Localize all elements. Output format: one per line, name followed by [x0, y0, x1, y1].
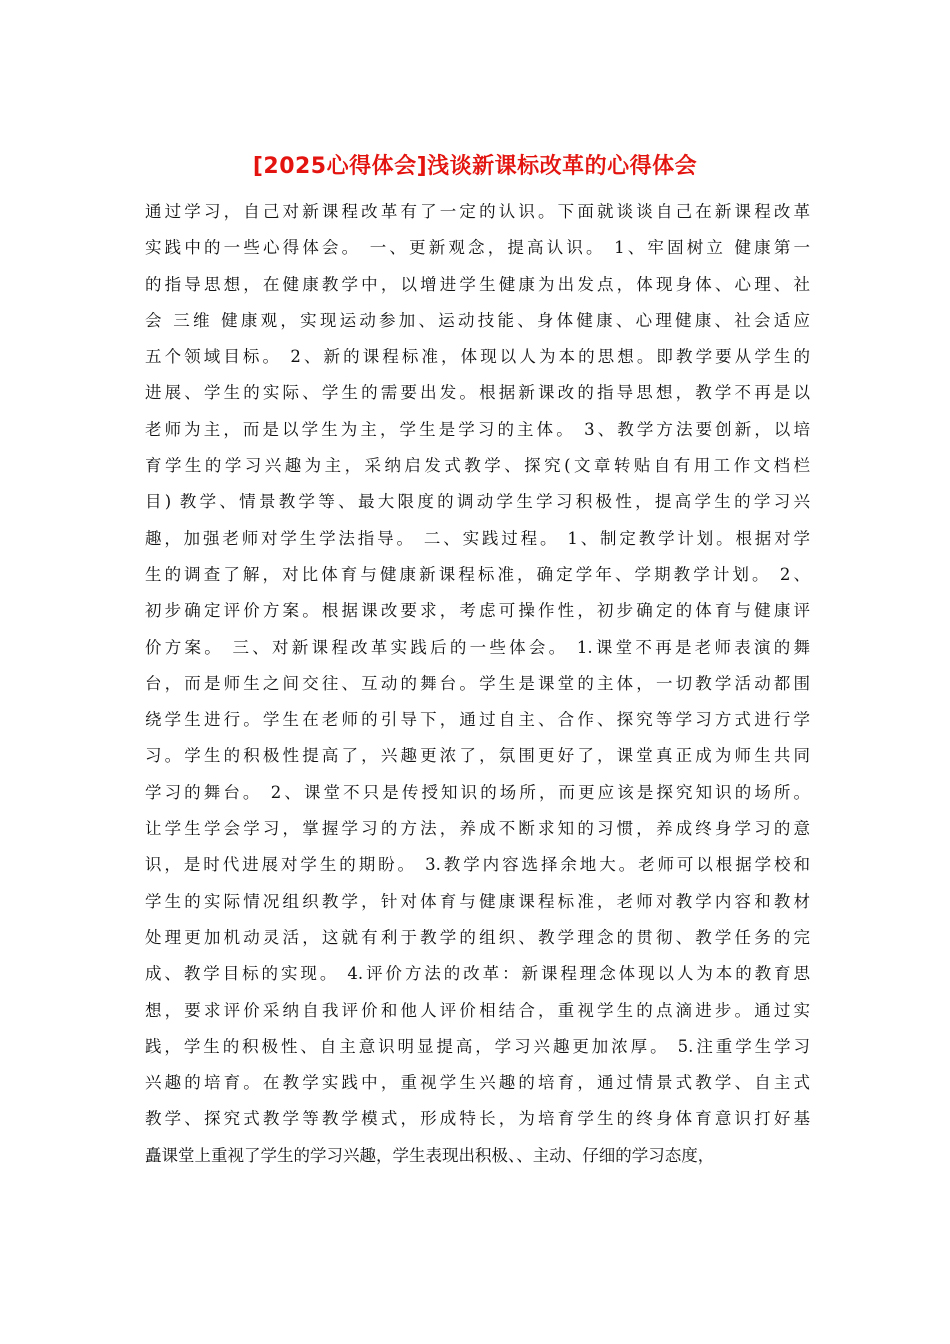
body-line: 矗课堂上重视了学生的学习兴趣，学生表现出积极、、主动、仔细的学习态度， [145, 1145, 715, 1165]
body-line: 学生的实际情况组织教学，针对体育与健康课程标准，老师对教学内容和教材 [145, 891, 810, 911]
body-line: 进展、学生的实际、学生的需要出发。根据新课改的指导思想，教学不再是以 [145, 383, 810, 403]
body-line: 的指导思想，在健康教学中，以增进学生健康为出发点，体现身体、心理、社 [145, 274, 810, 294]
document-title: [2025心得体会]浅谈新课标改革的心得体会 [252, 154, 698, 179]
body-line: 践，学生的积极性、自主意识明显提高，学习兴趣更加浓厚。 5.注重学生学习 [145, 1036, 810, 1056]
body-line: 初步确定评价方案。根据课改要求，考虑可操作性，初步确定的体育与健康评 [145, 601, 810, 621]
body-line: 实践中的一些心得体会。 一、更新观念，提高认识。 1、牢固树立 健康第一 [145, 238, 810, 258]
body-line: 会 三维 健康观，实现运动参加、运动技能、身体健康、心理健康、社会适应 [145, 310, 810, 330]
body-line: 习。学生的积极性提高了，兴趣更浓了，氛围更好了，课堂真正成为师生共同 [145, 746, 810, 766]
body-line: 生的调查了解，对比体育与健康新课程标准，确定学年、学期教学计划。 2、 [145, 564, 810, 584]
body-line: 让学生学会学习，掌握学习的方法，养成不断求知的习惯，养成终身学习的意 [145, 819, 810, 839]
body-line: 学习的舞台。 2、课堂不只是传授知识的场所，而更应该是探究知识的场所。 [145, 782, 810, 802]
body-line: 绕学生进行。学生在老师的引导下，通过自主、合作、探究等学习方式进行学 [145, 710, 810, 730]
body-line: 台，而是师生之间交往、互动的舞台。学生是课堂的主体，一切教学活动都围 [145, 673, 810, 693]
body-line: 成、教学目标的实现。 4.评价方法的改革：新课程理念体现以人为本的教育思 [145, 964, 810, 984]
body-line: 育学生的学习兴趣为主，采纳启发式教学、探究(文章转贴自有用工作文档栏 [145, 456, 810, 476]
body-line: 处理更加机动灵活，这就有利于教学的组织、教学理念的贯彻、教学任务的完 [145, 927, 810, 947]
body-line: 教学、探究式教学等教学模式，形成特长，为培育学生的终身体育意识打好基 [145, 1109, 810, 1129]
body-line: 兴趣的培育。在教学实践中，重视学生兴趣的培育，通过情景式教学、自主式 [145, 1073, 810, 1093]
body-line: 识，是时代进展对学生的期盼。 3.教学内容选择余地大。老师可以根据学校和 [145, 855, 810, 875]
document-body [145, 194, 810, 1174]
body-line: 目) 教学、情景教学等、最大限度的调动学生学习积极性，提高学生的学习兴 [145, 492, 810, 512]
body-line: 价方案。 三、对新课程改革实践后的一些体会。 1.课堂不再是老师表演的舞 [145, 637, 810, 657]
body-line: 通过学习，自己对新课程改革有了一定的认识。下面就谈谈自己在新课程改革 [145, 202, 810, 221]
body-line: 趣，加强老师对学生学法指导。 二、实践过程。 1、制定教学计划。根据对学 [145, 528, 810, 548]
body-line: 想，要求评价采纳自我评价和他人评价相结合，重视学生的点滴进步。通过实 [145, 1000, 810, 1020]
body-line: 老师为主，而是以学生为主，学生是学习的主体。 3、教学方法要创新，以培 [145, 419, 810, 439]
body-line: 五个领域目标。 2、新的课程标准，体现以人为本的思想。即教学要从学生的 [145, 347, 810, 367]
